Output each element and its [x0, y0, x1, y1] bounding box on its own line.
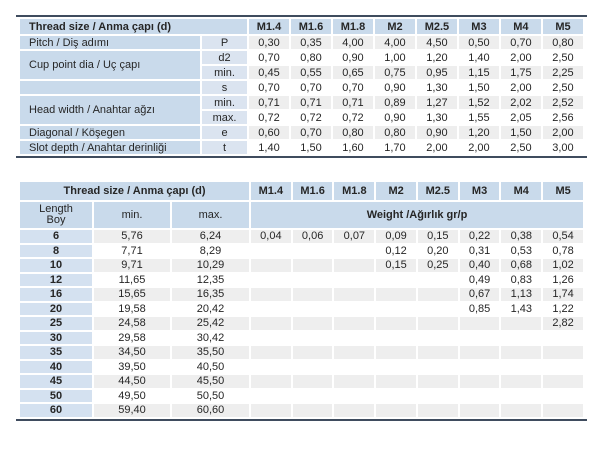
weight-value: [376, 274, 416, 287]
spec-value: 2,50: [501, 141, 541, 154]
spec-value: 1,27: [417, 96, 457, 109]
spec-value: 2,50: [543, 81, 583, 94]
spec-value: 0,75: [375, 66, 415, 79]
spec-row-label: [20, 81, 200, 94]
spec-symbol: max.: [202, 111, 247, 124]
weight-value: [460, 404, 500, 417]
spec-row: [20, 51, 583, 64]
weight-value: [334, 259, 374, 272]
length-value: 16: [20, 288, 92, 301]
size-column-header: M2: [376, 182, 416, 200]
spec-value: 1,40: [249, 141, 289, 154]
weight-value: [334, 245, 374, 258]
weight-value: [418, 332, 458, 345]
weight-value: [460, 361, 500, 374]
weight-value: 0,20: [418, 245, 458, 258]
weight-value: [543, 361, 583, 374]
min-value: 39,50: [94, 361, 170, 374]
min-column-header: min.: [94, 202, 170, 228]
weight-value: [293, 288, 333, 301]
spec-value: 0,35: [291, 36, 331, 49]
spec-value: 0,55: [291, 66, 331, 79]
weight-value: [501, 404, 541, 417]
weight-value: [460, 317, 500, 330]
weight-value: [376, 346, 416, 359]
weight-value: [251, 404, 291, 417]
weight-value: 2,82: [543, 317, 583, 330]
spec-value: 0,70: [249, 51, 289, 64]
spec-value: 0,70: [501, 36, 541, 49]
weight-value: 1,22: [543, 303, 583, 316]
spec-value: 1,52: [459, 96, 499, 109]
max-value: 45,50: [172, 375, 249, 388]
weight-value: 0,22: [460, 230, 500, 243]
weight-value: [251, 274, 291, 287]
weights-header-row-labels: [20, 202, 583, 228]
weight-value: [501, 346, 541, 359]
spec-value: 1,50: [291, 141, 331, 154]
weight-value: 1,43: [501, 303, 541, 316]
dimensions-table-title: Thread size / Anma çapı (d): [20, 19, 247, 34]
size-column-header: M4: [501, 182, 541, 200]
max-value: 25,42: [172, 317, 249, 330]
weight-value: [418, 404, 458, 417]
weight-value: [334, 346, 374, 359]
spec-row-label: Slot depth / Anahtar derinliği: [20, 141, 200, 154]
size-column-header: M4: [501, 19, 541, 34]
weights-header-row-sizes: [20, 182, 583, 200]
spec-row: [20, 81, 583, 94]
weight-value: 0,40: [460, 259, 500, 272]
weight-value: 1,13: [501, 288, 541, 301]
min-value: 44,50: [94, 375, 170, 388]
spec-symbol: min.: [202, 96, 247, 109]
length-row: [20, 317, 583, 330]
spec-value: 2,00: [543, 126, 583, 139]
length-row: [20, 274, 583, 287]
max-value: 40,50: [172, 361, 249, 374]
min-value: 11,65: [94, 274, 170, 287]
spec-value: 2,00: [501, 51, 541, 64]
max-value: 10,29: [172, 259, 249, 272]
weight-value: [501, 390, 541, 403]
weight-value: [418, 303, 458, 316]
length-row: [20, 404, 583, 417]
dimensions-table-section: [16, 15, 587, 158]
weight-value: [251, 375, 291, 388]
weights-table-title: Thread size / Anma çapı (d): [20, 182, 249, 200]
dimensions-table: [18, 17, 585, 156]
weight-value: [334, 317, 374, 330]
weights-table-section: [16, 180, 587, 421]
spec-row: [20, 141, 583, 154]
spec-value: 0,95: [417, 66, 457, 79]
length-column-header-tr: Boy: [46, 214, 66, 226]
weight-value: [293, 245, 333, 258]
weight-value: [376, 317, 416, 330]
weight-value: [293, 274, 333, 287]
weight-value: 1,02: [543, 259, 583, 272]
length-value: 45: [20, 375, 92, 388]
spec-value: 1,40: [459, 51, 499, 64]
length-row: [20, 230, 583, 243]
weight-value: [334, 375, 374, 388]
spec-value: 4,50: [417, 36, 457, 49]
length-value: 20: [20, 303, 92, 316]
weight-value: [293, 404, 333, 417]
weight-value: 0,85: [460, 303, 500, 316]
weight-value: [376, 404, 416, 417]
min-value: 49,50: [94, 390, 170, 403]
weight-value: [334, 390, 374, 403]
weight-value: 0,06: [293, 230, 333, 243]
weight-value: [543, 346, 583, 359]
weight-value: 0,54: [543, 230, 583, 243]
spec-value: 0,90: [375, 111, 415, 124]
spec-row-label: Pitch / Diş adımı: [20, 36, 200, 49]
spec-row-label: Cup point dia / Uç çapı: [20, 51, 200, 79]
weight-value: [251, 361, 291, 374]
max-value: 35,50: [172, 346, 249, 359]
length-row: [20, 303, 583, 316]
spec-value: 4,00: [333, 36, 373, 49]
spec-value: 1,30: [417, 81, 457, 94]
weight-value: 0,04: [251, 230, 291, 243]
max-value: 16,35: [172, 288, 249, 301]
spec-value: 0,50: [459, 36, 499, 49]
weight-value: [543, 375, 583, 388]
weight-value: 0,07: [334, 230, 374, 243]
weight-value: 0,31: [460, 245, 500, 258]
spec-value: 0,90: [375, 81, 415, 94]
size-column-header: M5: [543, 19, 583, 34]
spec-value: 2,00: [501, 81, 541, 94]
spec-value: 1,60: [333, 141, 373, 154]
max-value: 30,42: [172, 332, 249, 345]
weight-value: [293, 259, 333, 272]
weight-value: [334, 332, 374, 345]
size-column-header: M2.5: [418, 182, 458, 200]
size-column-header: M2: [375, 19, 415, 34]
spec-value: 0,71: [291, 96, 331, 109]
weight-value: 1,26: [543, 274, 583, 287]
spec-value: 0,80: [543, 36, 583, 49]
weight-value: [418, 274, 458, 287]
max-value: 50,50: [172, 390, 249, 403]
weight-value: 0,12: [376, 245, 416, 258]
size-column-header: M1.6: [293, 182, 333, 200]
size-column-header: M5: [543, 182, 583, 200]
length-column-header-en: Length: [39, 203, 73, 215]
weight-value: [418, 375, 458, 388]
spec-value: 2,56: [543, 111, 583, 124]
size-column-header: M3: [459, 19, 499, 34]
weight-value: [543, 404, 583, 417]
spec-symbol: t: [202, 141, 247, 154]
spec-row: [20, 96, 583, 109]
min-value: 5,76: [94, 230, 170, 243]
length-row: [20, 390, 583, 403]
dimensions-header-row: [20, 19, 583, 34]
length-value: 50: [20, 390, 92, 403]
length-row: [20, 259, 583, 272]
weight-value: 0,25: [418, 259, 458, 272]
weight-value: [376, 303, 416, 316]
spec-value: 0,72: [291, 111, 331, 124]
min-value: 7,71: [94, 245, 170, 258]
spec-value: 1,30: [417, 111, 457, 124]
weight-value: 0,15: [376, 259, 416, 272]
spec-row-label: Head width / Anahtar ağzı: [20, 96, 200, 124]
weight-value: [293, 390, 333, 403]
length-value: 60: [20, 404, 92, 417]
spec-value: 2,50: [543, 51, 583, 64]
weight-value: [293, 332, 333, 345]
weight-value: [543, 332, 583, 345]
weight-value: [460, 332, 500, 345]
weight-value: [293, 303, 333, 316]
max-value: 60,60: [172, 404, 249, 417]
weight-value: 1,74: [543, 288, 583, 301]
spec-value: 0,80: [333, 126, 373, 139]
spec-value: 2,02: [501, 96, 541, 109]
size-column-header: M1.8: [333, 19, 373, 34]
min-value: 59,40: [94, 404, 170, 417]
length-value: 12: [20, 274, 92, 287]
weight-value: [293, 317, 333, 330]
weight-value: [251, 303, 291, 316]
min-value: 34,50: [94, 346, 170, 359]
weight-value: 0,15: [418, 230, 458, 243]
length-value: 25: [20, 317, 92, 330]
weight-value: [501, 317, 541, 330]
weight-value: [418, 361, 458, 374]
weight-value: [251, 346, 291, 359]
spec-value: 0,71: [333, 96, 373, 109]
spec-value: 0,45: [249, 66, 289, 79]
weight-value: [334, 361, 374, 374]
weight-value: [251, 332, 291, 345]
length-value: 30: [20, 332, 92, 345]
length-row: [20, 346, 583, 359]
size-column-header: M3: [460, 182, 500, 200]
min-value: 29,58: [94, 332, 170, 345]
spec-symbol: e: [202, 126, 247, 139]
weight-value: [460, 346, 500, 359]
spec-value: 0,70: [333, 81, 373, 94]
spec-value: 0,71: [249, 96, 289, 109]
min-value: 9,71: [94, 259, 170, 272]
weight-value: [251, 317, 291, 330]
spec-value: 1,20: [459, 126, 499, 139]
weight-value: [543, 390, 583, 403]
spec-value: 1,70: [375, 141, 415, 154]
length-row: [20, 332, 583, 345]
length-row: [20, 361, 583, 374]
spec-value: 1,75: [501, 66, 541, 79]
length-value: 35: [20, 346, 92, 359]
size-column-header: M1.4: [251, 182, 291, 200]
spec-value: 1,50: [501, 126, 541, 139]
weight-value: 0,67: [460, 288, 500, 301]
weight-value: [501, 332, 541, 345]
weight-value: [418, 346, 458, 359]
weight-value: [251, 288, 291, 301]
weight-span-header: Weight /Ağırlık gr/p: [251, 202, 583, 228]
weight-value: [460, 390, 500, 403]
spec-symbol: min.: [202, 66, 247, 79]
weight-value: 0,68: [501, 259, 541, 272]
spec-value: 2,00: [459, 141, 499, 154]
spec-value: 1,50: [459, 81, 499, 94]
weight-value: [334, 303, 374, 316]
weight-value: [460, 375, 500, 388]
max-value: 6,24: [172, 230, 249, 243]
weight-value: 0,49: [460, 274, 500, 287]
length-value: 10: [20, 259, 92, 272]
weight-value: [251, 259, 291, 272]
spec-value: 0,72: [333, 111, 373, 124]
spec-value: 0,89: [375, 96, 415, 109]
weight-value: [376, 390, 416, 403]
weight-value: [251, 390, 291, 403]
spec-value: 0,80: [291, 51, 331, 64]
weight-value: [293, 346, 333, 359]
spec-row: [20, 126, 583, 139]
weight-value: [501, 375, 541, 388]
spec-symbol: P: [202, 36, 247, 49]
weight-value: [334, 288, 374, 301]
spec-value: 0,72: [249, 111, 289, 124]
weights-table: [18, 180, 585, 419]
spec-value: 2,25: [543, 66, 583, 79]
weight-value: 0,53: [501, 245, 541, 258]
spec-value: 1,55: [459, 111, 499, 124]
max-column-header: max.: [172, 202, 249, 228]
spec-value: 0,60: [249, 126, 289, 139]
spec-value: 1,20: [417, 51, 457, 64]
weight-value: [418, 317, 458, 330]
weight-value: [376, 332, 416, 345]
spec-value: 1,15: [459, 66, 499, 79]
size-column-header: M1.6: [291, 19, 331, 34]
weight-value: [293, 361, 333, 374]
weight-value: 0,78: [543, 245, 583, 258]
weight-value: [293, 375, 333, 388]
size-column-header: M1.8: [334, 182, 374, 200]
weight-value: 0,38: [501, 230, 541, 243]
max-value: 8,29: [172, 245, 249, 258]
spec-value: 0,90: [333, 51, 373, 64]
max-value: 12,35: [172, 274, 249, 287]
size-column-header: M1.4: [249, 19, 289, 34]
weight-value: [501, 361, 541, 374]
spec-value: 0,70: [249, 81, 289, 94]
spec-row: [20, 36, 583, 49]
spec-value: 2,52: [543, 96, 583, 109]
weight-value: [376, 361, 416, 374]
spec-value: 4,00: [375, 36, 415, 49]
spec-value: 2,05: [501, 111, 541, 124]
length-value: 6: [20, 230, 92, 243]
spec-row-label: Diagonal / Köşegen: [20, 126, 200, 139]
spec-value: 0,90: [417, 126, 457, 139]
spec-value: 2,00: [417, 141, 457, 154]
max-value: 20,42: [172, 303, 249, 316]
spec-value: 1,00: [375, 51, 415, 64]
weight-value: [418, 390, 458, 403]
spec-value: 0,80: [375, 126, 415, 139]
min-value: 15,65: [94, 288, 170, 301]
spec-value: 3,00: [543, 141, 583, 154]
spec-value: 0,70: [291, 126, 331, 139]
weight-value: [334, 404, 374, 417]
length-row: [20, 288, 583, 301]
length-row: [20, 375, 583, 388]
spec-symbol: d2: [202, 51, 247, 64]
spec-symbol: s: [202, 81, 247, 94]
weight-value: [376, 288, 416, 301]
spec-value: 0,70: [291, 81, 331, 94]
spec-value: 0,65: [333, 66, 373, 79]
length-value: 8: [20, 245, 92, 258]
length-value: 40: [20, 361, 92, 374]
weight-value: 0,83: [501, 274, 541, 287]
weight-value: 0,09: [376, 230, 416, 243]
min-value: 19,58: [94, 303, 170, 316]
weight-value: [334, 274, 374, 287]
weight-value: [418, 288, 458, 301]
length-column-header: [20, 202, 92, 228]
min-value: 24,58: [94, 317, 170, 330]
size-column-header: M2.5: [417, 19, 457, 34]
weight-value: [251, 245, 291, 258]
spec-value: 0,30: [249, 36, 289, 49]
weight-value: [376, 375, 416, 388]
length-row: [20, 245, 583, 258]
